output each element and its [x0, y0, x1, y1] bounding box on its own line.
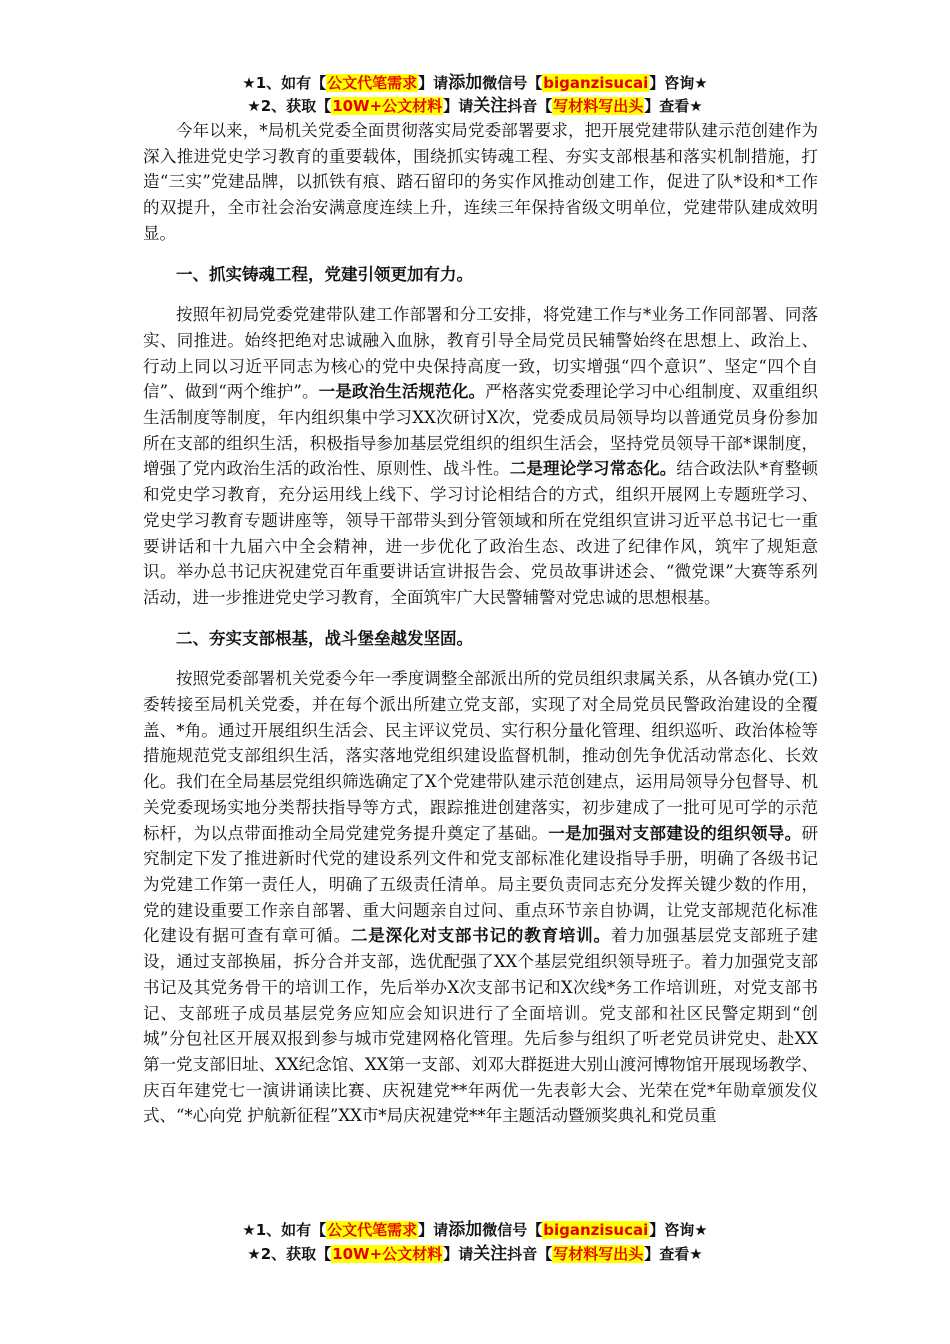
douyin-id: 写材料写出头	[553, 97, 644, 115]
banner-text: 微信号【	[482, 1221, 543, 1239]
bold-point: 二是理论学习常态化。	[509, 459, 677, 479]
section-2-paragraph	[143, 666, 818, 1129]
banner-text: 】咨询★	[649, 1221, 708, 1239]
highlight-text: 10W+公文材料	[332, 1245, 443, 1263]
section-2-heading: 二、夯实支部根基，战斗堡垒越发坚固。	[176, 628, 473, 648]
banner-text: ★1、如有【	[242, 1221, 327, 1239]
paragraph-text: 着力加强基层党支部班子建设，通过支部换届，拆分合并支部，选优配强了XX个基层党组织领导班子。着力加强党支部书记及其党务骨干的培训工作，先后举办X次支部书记和X次线*务工作培训班，对党支部书记、支部班子成员基层党务应知应会知识进行了全面培训。党支部和社区民警定期到“创城”分包社区开展双报到参与城市党建网格化管理。先后参与组织了听老党员讲党史、赴XX第一党支部旧址、XX纪念馆、XX第一支部、刘邓大群挺进大别山渡河博物馆开展现场教学、庆百年建党七一演讲诵读比赛、庆祝建党**年两优一先表彰大会、光荣在党*年勋章颁发仪式、“*心向党 护航新征程”XX市*局庆祝建党**年主题活动暨颁奖典礼和党员重	[143, 926, 819, 1126]
paragraph-text: 研究制定下发了推进新时代党的建设系列文件和党支部标准化建设指导手册，明确了各级书记为党建工作第一责任人，明确了五级责任清单。局主要负责同志充分发挥关键少数的作用，党的建设重要工作亲自部署、重大问题亲自过问、重点环节亲自协调，让党支部规范化标准化建设有据可查有章可循。	[143, 823, 819, 946]
emphasis-text: 添加	[448, 73, 483, 93]
bold-point: 一是政治生活规范化。	[318, 382, 486, 402]
promo-banner-top-2	[0, 93, 950, 119]
banner-text: 】请	[443, 97, 474, 115]
wechat-id: biganzisucai	[543, 74, 649, 92]
article-body	[143, 118, 818, 1129]
bold-point: 二是深化对支部书记的教育培训。	[350, 926, 611, 946]
paragraph-text: 严格落实党委理论学习中心组制度、双重组织生活制度等制度，年内组织集中学习XX次研讨X次，党委成员局领导均以普通党员身份参加所在支部的组织生活，积极指导参加基层党组织的组织生活会，坚持党员领导干部*课制度，增强了党内政治生活的政治性、原则性、战斗性。	[143, 382, 819, 479]
banner-text: ★1、如有【	[242, 74, 327, 92]
banner-text: 】查看★	[644, 1245, 703, 1263]
section-1-paragraph	[143, 302, 818, 610]
promo-banner-bottom-2	[0, 1241, 950, 1267]
banner-text: 】请	[418, 1221, 449, 1239]
emphasis-text: 关注	[473, 1244, 508, 1264]
highlight-text: 10W+公文材料	[332, 97, 443, 115]
section-1-heading: 一、抓实铸魂工程，党建引领更加有力。	[176, 264, 473, 284]
banner-text: 】查看★	[644, 97, 703, 115]
highlight-text: 公文代笔需求	[327, 74, 418, 92]
banner-text: 抖音【	[507, 1245, 553, 1263]
banner-text: 微信号【	[482, 74, 543, 92]
highlight-text: 公文代笔需求	[327, 1221, 418, 1239]
paragraph-text: 按照党委部署机关党委今年一季度调整全部派出所的党员组织隶属关系，从各镇办党(工)委转接至局机关党委，并在每个派出所建立党支部，实现了对全局党员民警政治建设的全覆盖、*角。通过开展组织生活会、民主评议党员、实行积分量化管理、组织巡听、政治体检等措施规范党支部组织生活，落实落地党组织建设监督机制，推动创先争优活动常态化、长效化。我们在全局基层党组织筛选确定了X个党建带队建示范创建点，运用局领导分包督导、机关党委现场实地分类帮扶指导等方式，跟踪推进创建落实，初步建成了一批可见可学的示范标杆，为以点带面推动全局党建党务提升奠定了基础。	[143, 669, 818, 843]
banner-text: 】请	[418, 74, 449, 92]
banner-text: 抖音【	[507, 97, 553, 115]
banner-text: ★2、获取【	[247, 1245, 332, 1263]
promo-banner-bottom-1	[0, 1217, 950, 1243]
paragraph-text: 结合政法队*育整顿和党史学习教育，充分运用线上线下、学习讨论相结合的方式，组织开展网上专题班学习、党史学习教育专题讲座等，领导干部带头到分管领域和所在党组织宣讲习近平总书记七一重要讲话和十九届六中全会精神，进一步优化了政治生态、改进了纪律作风，筑牢了规矩意识。举办总书记庆祝建党百年重要讲话宣讲报告会、党员故事讲述会、“微党课”大赛等系列活动，进一步推进党史学习教育，全面筑牢广大民警辅警对党忠诚的思想根基。	[143, 459, 819, 607]
banner-text: 】请	[443, 1245, 474, 1263]
douyin-id: 写材料写出头	[553, 1245, 644, 1263]
emphasis-text: 添加	[448, 1220, 483, 1240]
banner-text: 】咨询★	[649, 74, 708, 92]
intro-paragraph: 今年以来，*局机关党委全面贯彻落实局党委部署要求，把开展党建带队建示范创建作为深入推进党史学习教育的重要载体，围绕抓实铸魂工程、夯实支部根基和落实机制措施，打造“三实”党建品牌，以抓铁有痕、踏石留印的务实作风推动创建工作，促进了队*设和*工作的双提升，全市社会治安满意度连续上升，连续三年保持省级文明单位，党建带队建成效明显。	[143, 121, 818, 243]
bold-point: 一是加强对支部建设的组织领导。	[548, 823, 802, 843]
emphasis-text: 关注	[473, 96, 508, 116]
wechat-id: biganzisucai	[543, 1221, 649, 1239]
paragraph-text: 按照年初局党委党建带队建工作部署和分工安排，将党建工作与*业务工作同部署、同落实、同推进。始终把绝对忠诚融入血脉，教育引导全局党员民辅警始终在思想上、政治上、行动上同以习近平同志为核心的党中央保持高度一致，切实增强“四个意识”、坚定“四个自信”、做到“两个维护”。	[143, 305, 818, 402]
banner-text: ★2、获取【	[247, 97, 332, 115]
